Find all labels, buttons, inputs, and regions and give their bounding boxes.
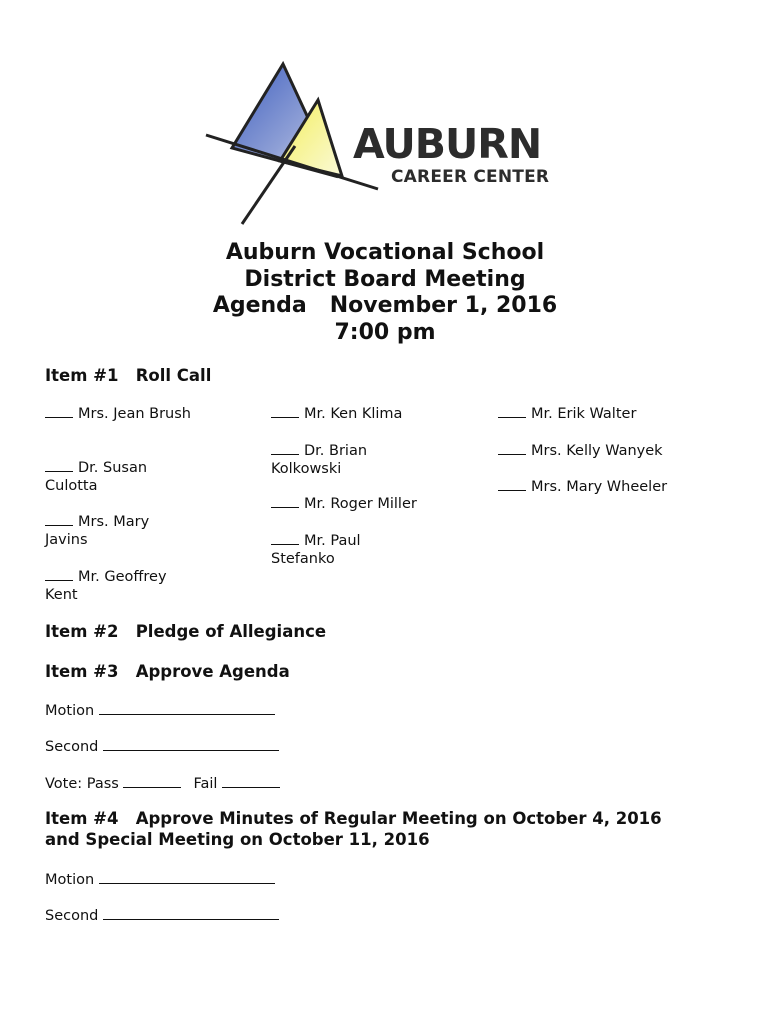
item4-motion-field: [45, 869, 275, 889]
item3-motion-field: [45, 700, 275, 720]
vote-fail-label: Fail: [193, 776, 218, 792]
roll-call-entry: [45, 512, 195, 549]
motion-blank[interactable]: [99, 869, 275, 884]
item3-second-field: [45, 736, 279, 756]
member-name: Mr. Ken Klima: [304, 406, 403, 422]
roll-call-entry: [271, 531, 421, 568]
logo-subtitle: CAREER CENTER: [391, 167, 550, 187]
roll-call-entry: [498, 441, 728, 460]
checkbox-blank[interactable]: [45, 567, 73, 581]
title-line-4: 7:00 pm: [334, 319, 436, 345]
second-blank[interactable]: [103, 905, 279, 920]
item4-second-field: [45, 905, 279, 925]
item3-heading: Item #3 Approve Agenda: [45, 662, 290, 681]
member-name: Mr. Geoffrey Kent: [45, 569, 167, 603]
vote-pass-label: Vote: Pass: [45, 776, 119, 792]
motion-blank[interactable]: [99, 700, 275, 715]
roll-call-entry: [271, 441, 421, 478]
member-name: Mr. Erik Walter: [531, 406, 637, 422]
item2-heading: Item #2 Pledge of Allegiance: [45, 622, 327, 641]
roll-call-entry: [45, 567, 195, 604]
checkbox-blank[interactable]: [45, 404, 73, 418]
motion-label: Motion: [45, 872, 95, 888]
member-name: Dr. Susan Culotta: [45, 460, 148, 494]
second-label: Second: [45, 908, 99, 924]
checkbox-blank[interactable]: [498, 441, 526, 455]
checkbox-blank[interactable]: [271, 441, 299, 455]
roll-call-entry: [498, 477, 728, 496]
fail-blank[interactable]: [222, 773, 280, 788]
second-label: Second: [45, 739, 99, 755]
checkbox-blank[interactable]: [45, 458, 73, 472]
item4-heading-line-1: Item #4 Approve Minutes of Regular Meeting on October 4, 2016: [45, 809, 662, 828]
member-name: Mrs. Jean Brush: [78, 406, 191, 422]
member-name: Mr. Roger Miller: [304, 496, 417, 512]
item1-heading: Item #1 Roll Call: [45, 366, 212, 385]
member-name: Mrs. Kelly Wanyek: [531, 443, 663, 459]
checkbox-blank[interactable]: [271, 531, 299, 545]
item3-vote-field: [45, 773, 280, 793]
roll-call-entry: [45, 404, 195, 423]
second-blank[interactable]: [103, 736, 279, 751]
checkbox-blank[interactable]: [271, 404, 299, 418]
roll-call-entry: [271, 494, 451, 513]
item4-heading-line-2: and Special Meeting on October 11, 2016: [45, 830, 430, 849]
title-line-1: Auburn Vocational School: [225, 240, 545, 265]
pass-blank[interactable]: [123, 773, 181, 788]
checkbox-blank[interactable]: [498, 404, 526, 418]
checkbox-blank[interactable]: [498, 477, 526, 491]
roll-call-entry: [45, 458, 195, 495]
checkbox-blank[interactable]: [271, 494, 299, 508]
member-name: Dr. Brian Kolkowski: [271, 443, 368, 477]
member-name: Mrs. Mary Wheeler: [531, 479, 668, 495]
page-title: [0, 240, 770, 346]
member-name: Mrs. Mary Javins: [45, 514, 150, 548]
checkbox-blank[interactable]: [45, 512, 73, 526]
roll-call-entry: [498, 404, 728, 423]
title-line-2: District Board Meeting: [244, 266, 526, 292]
roll-call-entry: [271, 404, 451, 423]
member-name: Mr. Paul Stefanko: [271, 533, 361, 567]
title-line-3: Agenda November 1, 2016: [212, 293, 558, 318]
logo-name: AUBURN: [353, 120, 542, 168]
motion-label: Motion: [45, 703, 95, 719]
